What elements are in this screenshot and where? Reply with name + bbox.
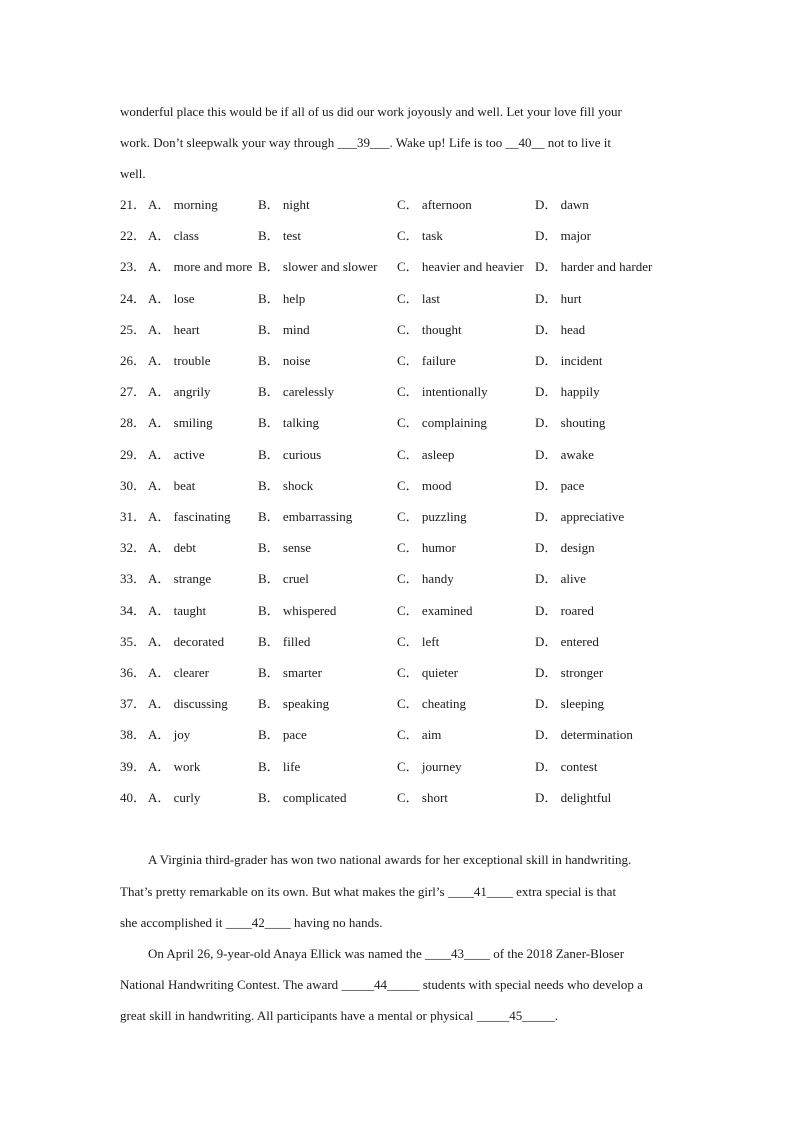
question-number: 34． (120, 603, 147, 618)
question-number: 40． (120, 790, 147, 805)
question-row (120, 696, 672, 712)
question-row (120, 634, 672, 650)
option-d: D． alive (535, 571, 586, 586)
option-d: D． pace (535, 478, 585, 493)
question-row (120, 478, 672, 494)
option-c: C． quieter (397, 665, 459, 680)
option-b: B． sense (258, 540, 312, 555)
option-c: C． cheating (397, 696, 466, 711)
option-b: B． complicated (258, 790, 347, 805)
passage-text: That’s pretty remarkable on its own. But what makes the girl’s (120, 884, 448, 899)
question-number: 39． (120, 759, 147, 774)
option-d: D． awake (535, 447, 594, 462)
question-row (120, 415, 672, 431)
question-number: 35． (120, 634, 147, 649)
option-d: D． sleeping (535, 696, 604, 711)
passage-text: of the 2018 Zaner-Bloser (490, 946, 625, 961)
question-number: 36． (120, 665, 147, 680)
option-c: C． handy (397, 571, 454, 586)
intro-text: . Wake up! Life is too (389, 135, 506, 150)
blank-43: ____43____ (425, 946, 490, 961)
question-number: 30． (120, 478, 147, 493)
blank-42: ____42____ (225, 915, 291, 930)
option-d: D． incident (535, 353, 603, 368)
option-a: A． strange (148, 571, 212, 586)
option-b: B． noise (258, 353, 311, 368)
blank-45: _____45_____ (476, 1008, 555, 1023)
question-number: 23． (120, 259, 147, 274)
option-d: D． harder and harder (535, 259, 653, 274)
option-d: D． delightful (535, 790, 612, 805)
question-number: 33． (120, 571, 147, 586)
option-c: C． last (397, 291, 440, 306)
option-d: D． hurt (535, 291, 582, 306)
option-a: A． beat (148, 478, 196, 493)
blank-40: __40__ (505, 135, 545, 150)
option-b: B． filled (258, 634, 311, 649)
option-c: C． journey (397, 759, 462, 774)
question-row (120, 384, 672, 400)
option-b: B． smarter (258, 665, 322, 680)
option-d: D． head (535, 322, 586, 337)
option-b: B． test (258, 228, 301, 243)
blank-41: ____41____ (447, 884, 513, 899)
intro-line-3: well. (120, 166, 146, 181)
question-number: 37． (120, 696, 147, 711)
question-row (120, 540, 672, 556)
option-b: B． whispered (258, 603, 337, 618)
blank-39: ___39___ (337, 135, 390, 150)
question-number: 38． (120, 727, 147, 742)
option-c: C． puzzling (397, 509, 467, 524)
option-b: B． shock (258, 478, 314, 493)
option-d: D． dawn (535, 197, 589, 212)
question-number: 22． (120, 228, 147, 243)
option-b: B． night (258, 197, 310, 212)
option-b: B． pace (258, 727, 307, 742)
option-b: B． talking (258, 415, 320, 430)
intro-line-1: wonderful place this would be if all of us did our work joyously and well. Let your love fill your (120, 104, 622, 119)
option-d: D． contest (535, 759, 598, 774)
question-row (120, 727, 672, 743)
option-c: C． aim (397, 727, 442, 742)
option-d: D． happily (535, 384, 600, 399)
option-a: A． smiling (148, 415, 213, 430)
option-c: C． asleep (397, 447, 455, 462)
option-b: B． cruel (258, 571, 309, 586)
option-c: C． examined (397, 603, 473, 618)
option-a: A． trouble (148, 353, 211, 368)
option-c: C． heavier and heavier (397, 259, 524, 274)
option-a: A． active (148, 447, 205, 462)
option-a: A． more and more (148, 259, 253, 274)
passage-text: great skill in handwriting. All participants have a mental or physical (120, 1008, 477, 1023)
question-row (120, 571, 672, 587)
question-number: 32． (120, 540, 147, 555)
question-number: 28． (120, 415, 147, 430)
intro-text: work. Don’t sleepwalk your way through (120, 135, 338, 150)
question-row (120, 790, 672, 806)
option-a: A． morning (148, 197, 218, 212)
intro-line-2 (120, 135, 611, 151)
passage-p2-line-2 (120, 977, 643, 993)
question-row (120, 759, 672, 775)
option-d: D． stronger (535, 665, 604, 680)
question-row (120, 603, 672, 619)
option-b: B． mind (258, 322, 310, 337)
passage-p2-line-3 (120, 1008, 558, 1024)
option-c: C． failure (397, 353, 456, 368)
option-a: A． lose (148, 291, 195, 306)
question-row (120, 197, 672, 213)
option-a: A． angrily (148, 384, 211, 399)
option-a: A． discussing (148, 696, 228, 711)
option-d: D． appreciative (535, 509, 625, 524)
question-row (120, 322, 672, 338)
passage-p1-line-1: A Virginia third-grader has won two national awards for her exceptional skill in handwriting. (148, 852, 632, 867)
question-row (120, 447, 672, 463)
option-c: C． mood (397, 478, 452, 493)
passage-text: On April 26, 9-year-old Anaya Ellick was named the (148, 946, 425, 961)
passage-text: extra special is that (512, 884, 617, 899)
option-a: A． class (148, 228, 199, 243)
question-number: 24． (120, 291, 147, 306)
question-row (120, 259, 672, 275)
option-d: D． determination (535, 727, 633, 742)
question-row (120, 353, 672, 369)
passage-text: students with special needs who develop a (419, 977, 643, 992)
passage-p1-line-3 (120, 915, 383, 931)
passage-text: having no hands. (290, 915, 383, 930)
option-c: C． complaining (397, 415, 487, 430)
question-row (120, 509, 672, 525)
option-d: D． roared (535, 603, 594, 618)
intro-text: not to live it (544, 135, 611, 150)
question-number: 27． (120, 384, 147, 399)
question-number: 26． (120, 353, 147, 368)
question-number: 25． (120, 322, 147, 337)
passage-p2-line-1 (148, 946, 624, 962)
option-d: D． shouting (535, 415, 606, 430)
option-a: A． taught (148, 603, 207, 618)
option-b: B． embarrassing (258, 509, 353, 524)
passage-p1-line-2 (120, 884, 616, 900)
option-d: D． design (535, 540, 595, 555)
option-a: A． curly (148, 790, 201, 805)
option-d: D． entered (535, 634, 599, 649)
option-a: A． clearer (148, 665, 209, 680)
option-a: A． heart (148, 322, 200, 337)
option-b: B． life (258, 759, 301, 774)
option-c: C． left (397, 634, 440, 649)
option-b: B． curious (258, 447, 322, 462)
question-row (120, 665, 672, 681)
blank-44: _____44_____ (341, 977, 420, 992)
option-b: B． slower and slower (258, 259, 378, 274)
option-a: A． work (148, 759, 201, 774)
passage-text: . (554, 1008, 558, 1023)
passage-text: National Handwriting Contest. The award (120, 977, 342, 992)
question-number: 21． (120, 197, 147, 212)
option-c: C． afternoon (397, 197, 472, 212)
option-c: C． thought (397, 322, 462, 337)
question-number: 29． (120, 447, 147, 462)
question-row (120, 291, 672, 307)
question-number: 31． (120, 509, 147, 524)
option-c: C． task (397, 228, 443, 243)
option-b: B． speaking (258, 696, 330, 711)
option-c: C． humor (397, 540, 456, 555)
option-a: A． joy (148, 727, 191, 742)
option-c: C． short (397, 790, 448, 805)
passage-text: she accomplished it (120, 915, 226, 930)
option-d: D． major (535, 228, 591, 243)
option-a: A． decorated (148, 634, 225, 649)
option-b: B． carelessly (258, 384, 335, 399)
option-c: C． intentionally (397, 384, 488, 399)
option-a: A． fascinating (148, 509, 231, 524)
option-a: A． debt (148, 540, 197, 555)
option-b: B． help (258, 291, 306, 306)
question-row (120, 228, 672, 244)
